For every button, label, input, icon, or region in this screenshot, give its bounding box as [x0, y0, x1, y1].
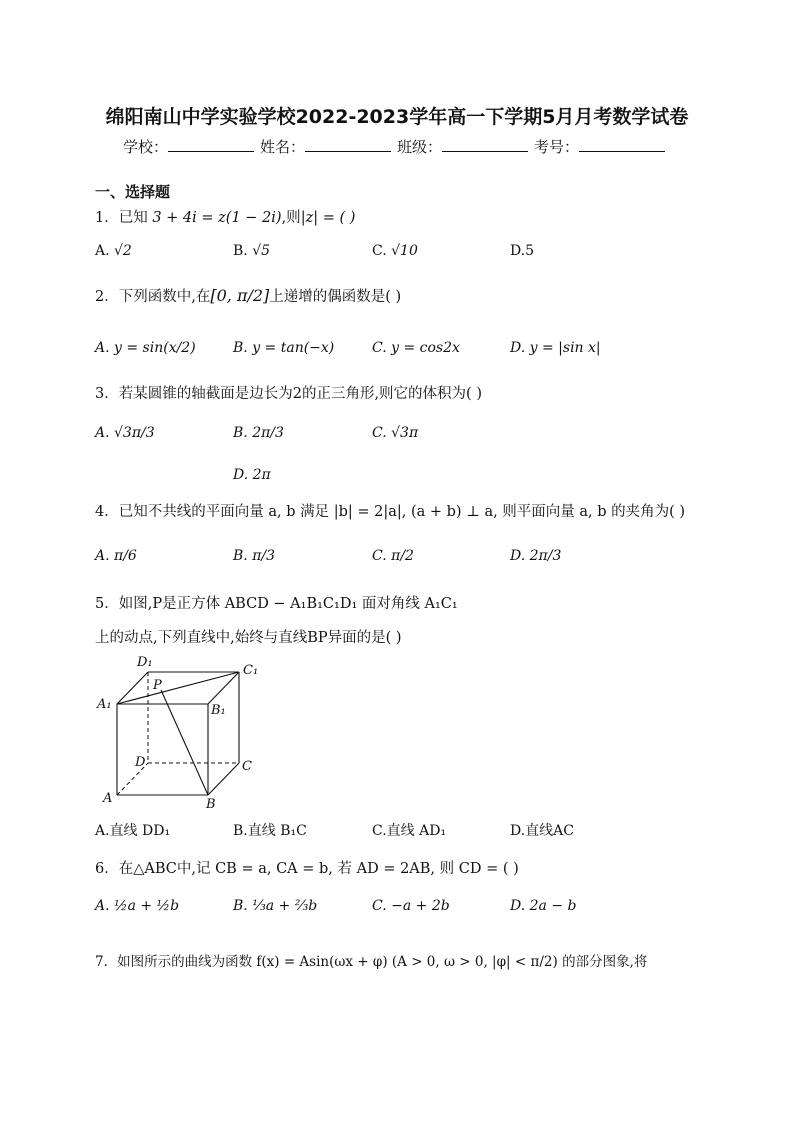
section-title: 一、选择题 [95, 183, 171, 201]
q4-option-a[interactable]: A. π/6 [95, 548, 137, 564]
label-p: P [153, 678, 162, 693]
q2-option-b[interactable]: B. y = tan(−x) [233, 340, 335, 356]
q1-option-d[interactable]: D.5 [510, 243, 535, 259]
q1-mid: ,则 [281, 210, 301, 226]
school-label: 学校： [122, 138, 168, 156]
question-5-line2: 上的动点,下列直线中,始终与直线BP异面的是( ) [95, 630, 402, 646]
q1-b-label: B. [233, 243, 248, 259]
q5-option-b[interactable]: B.直线 B₁C [233, 823, 307, 839]
q6-option-c[interactable]: C. −a + 2b [372, 898, 450, 914]
q2-prefix: 2．下列函数中,在 [95, 289, 211, 305]
question-4: 4．已知不共线的平面向量 a, b 满足 |b| = 2|a|, (a + b) ⊥ a, 则平面向量 a, b 的夹角为( ) [95, 504, 686, 520]
q3-option-c[interactable]: C. √3π [372, 425, 419, 441]
q1-option-c[interactable] [372, 243, 418, 259]
q2-option-a[interactable]: A. y = sin(x/2) [95, 340, 196, 356]
label-b: B [206, 797, 216, 810]
q1-modulus: |z| = ( ) [300, 210, 356, 226]
q1-prefix: 1．已知 [95, 210, 148, 226]
q1-option-a[interactable] [95, 243, 132, 259]
class-label: 班级： [397, 138, 443, 156]
exam-title: 绵阳南山中学实验学校2022-2023学年高一下学期5月月考数学试卷 [105, 106, 689, 128]
label-c: C [242, 759, 252, 774]
class-blank[interactable] [442, 137, 528, 152]
q1-c-value: √10 [391, 243, 418, 259]
label-a: A [103, 791, 113, 806]
edge-a1d1 [117, 672, 148, 704]
diagonal-a1c1 [117, 672, 239, 704]
q1-option-b[interactable] [233, 243, 270, 259]
q5-option-c[interactable]: C.直线 AD₁ [372, 823, 447, 839]
q1-b-value: √5 [252, 243, 271, 259]
question-5-line1: 5．如图,P是正方体 ABCD − A₁B₁C₁D₁ 面对角线 A₁C₁ [95, 596, 458, 612]
label-d1: D₁ [137, 655, 153, 670]
q4-option-b[interactable]: B. π/3 [233, 548, 276, 564]
label-a1: A₁ [97, 697, 112, 712]
q4-option-d[interactable]: D. 2π/3 [510, 548, 562, 564]
q6-option-d[interactable]: D. 2a − b [510, 898, 577, 914]
question-3: 3．若某圆锥的轴截面是边长为2的正三角形,则它的体积为( ) [95, 386, 482, 402]
q6-option-b[interactable]: B. ⅓a + ⅔b [233, 898, 318, 914]
question-1 [95, 206, 355, 227]
number-blank[interactable] [579, 137, 665, 152]
q1-a-label: A. [95, 243, 110, 259]
q1-equation: 3 + 4i = z(1 − 2i) [152, 210, 282, 226]
q2-interval: [0, π/2] [210, 286, 270, 305]
school-blank[interactable] [168, 137, 254, 152]
q5-option-d[interactable]: D.直线AC [510, 823, 574, 839]
q2-option-c[interactable]: C. y = cos2x [372, 340, 460, 356]
q1-c-label: C. [372, 243, 387, 259]
cube-figure [95, 652, 265, 810]
number-label: 考号： [534, 138, 580, 156]
q3-option-d[interactable]: D. 2π [233, 467, 271, 483]
edge-b1c1 [208, 672, 239, 704]
name-label: 姓名： [259, 138, 305, 156]
q2-suffix: 上递增的偶函数是( ) [269, 289, 402, 305]
name-blank[interactable] [305, 137, 391, 152]
q4-option-c[interactable]: C. π/2 [372, 548, 414, 564]
question-7: 7．如图所示的曲线为函数 f(x) = Asin(ωx + φ) (A > 0, ω > 0, |φ| < π/2) 的部分图象,将 [95, 954, 648, 970]
edge-bc [208, 763, 239, 795]
q5-option-a[interactable]: A.直线 DD₁ [95, 823, 171, 839]
q6-option-a[interactable]: A. ½a + ½b [95, 898, 180, 914]
segment-pb [161, 690, 208, 795]
question-6: 6．在△ABC中,记 CB = a, CA = b, 若 AD = 2AB, 则 CD = ( ) [95, 861, 519, 877]
q3-option-b[interactable]: B. 2π/3 [233, 425, 284, 441]
question-2 [95, 285, 401, 306]
q3-option-a[interactable]: A. √3π/3 [95, 425, 155, 441]
q1-a-value: √2 [114, 243, 132, 259]
label-b1: B₁ [211, 703, 226, 718]
label-d: D [135, 755, 146, 770]
q2-option-d[interactable]: D. y = |sin x| [510, 340, 601, 356]
label-c1: C₁ [243, 663, 259, 678]
student-info-line [0, 136, 794, 157]
